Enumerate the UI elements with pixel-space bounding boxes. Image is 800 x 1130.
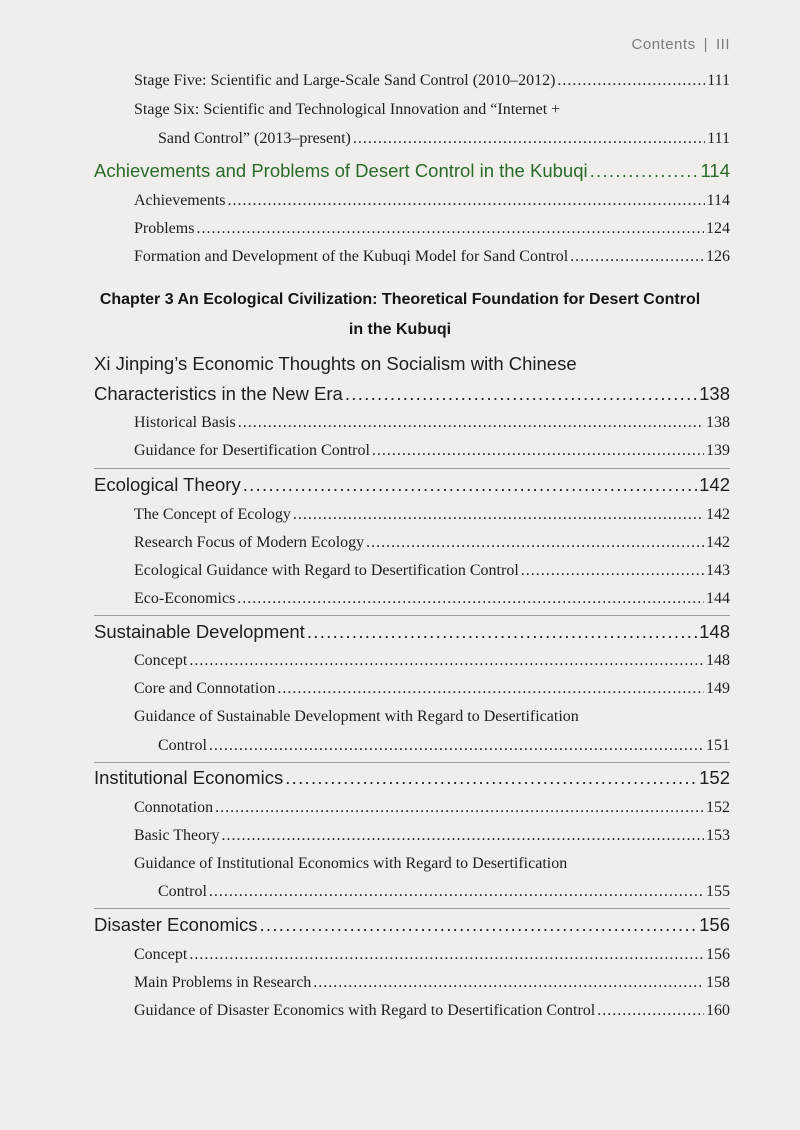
toc-entry-page: 156	[706, 946, 730, 963]
toc-entry-ecological-guidance[interactable]	[134, 562, 730, 580]
divider	[94, 762, 730, 763]
toc-entry-institutional-guidance-line1[interactable]	[134, 855, 730, 873]
toc-entry-page: 111	[707, 72, 730, 89]
toc-entry-page: 138	[706, 414, 730, 431]
toc-entry-core-connotation[interactable]	[134, 680, 730, 698]
leader-dots	[189, 652, 704, 670]
toc-entry-title: The Concept of Ecology	[134, 506, 291, 523]
toc-entry-page: 139	[706, 442, 730, 459]
toc-entry-sustainable-guidance-line2[interactable]	[158, 737, 730, 755]
toc-entry-title: Ecological Guidance with Regard to Desertification Control	[134, 562, 519, 579]
toc-section-title: Ecological Theory	[94, 474, 241, 495]
leader-dots	[372, 442, 704, 460]
toc-entry-institutional-guidance-line2[interactable]	[158, 883, 730, 901]
toc-entry-formation[interactable]	[134, 248, 730, 266]
toc-entry-concept-ecology[interactable]	[134, 506, 730, 524]
toc-entry-title: Concept	[134, 946, 188, 963]
toc-entry-page: 152	[706, 799, 730, 816]
toc-section-page: 152	[699, 767, 730, 788]
toc-entry-title: Core and Connotation	[134, 680, 276, 697]
toc-entry-stage-six-line2[interactable]	[158, 130, 730, 148]
leader-dots	[277, 680, 704, 698]
toc-entry-title: Problems	[134, 220, 195, 237]
running-head-label: Contents	[631, 36, 696, 53]
chapter-3-title-line1: Chapter 3 An Ecological Civilization: Theoretical Foundation for Desert Control	[99, 291, 701, 308]
chapter-3-heading[interactable]	[70, 285, 730, 345]
toc-entry-page: 144	[706, 590, 730, 607]
toc-entry-page: 151	[706, 737, 730, 754]
toc-entry-research-focus[interactable]	[134, 534, 730, 552]
toc-entry-title: Guidance of Disaster Economics with Regard to Desertification Control	[134, 1002, 596, 1019]
toc-entry-page: 153	[706, 827, 730, 844]
toc-entry-page: 160	[706, 1002, 730, 1019]
leader-dots	[196, 220, 704, 238]
leader-dots	[238, 414, 704, 432]
leader-dots	[259, 914, 697, 936]
toc-entry-title: Stage Five: Scientific and Large-Scale Sand Control (2010–2012)	[134, 72, 556, 89]
toc-entry-title: Stage Six: Scientific and Technological Innovation and “Internet +	[134, 101, 561, 118]
toc-section-page: 114	[700, 160, 730, 181]
toc-section-institutional-economics[interactable]	[94, 767, 730, 789]
leader-dots	[313, 974, 704, 992]
toc-entry-page: 142	[706, 534, 730, 551]
toc-entry-title: Eco-Economics	[134, 590, 236, 607]
toc-entry-connotation[interactable]	[134, 799, 730, 817]
toc-entry-stage-six-line1[interactable]	[134, 101, 730, 119]
toc-entry-concept[interactable]	[134, 652, 730, 670]
leader-dots	[243, 474, 697, 496]
toc-entry-title: Guidance for Desertification Control	[134, 442, 370, 459]
toc-entry-main-problems[interactable]	[134, 974, 730, 992]
toc-section-title: Institutional Economics	[94, 767, 284, 788]
toc-entry-title: Research Focus of Modern Ecology	[134, 534, 365, 551]
toc-entry-page: 111	[707, 130, 730, 147]
toc-section-achievements-problems[interactable]	[94, 160, 730, 182]
leader-dots	[228, 192, 705, 210]
leader-dots	[209, 883, 704, 901]
toc-section-xi-line2[interactable]	[94, 383, 730, 405]
toc-entry-problems[interactable]	[134, 220, 730, 238]
toc-entry-title: Formation and Development of the Kubuqi Model for Sand Control	[134, 248, 569, 265]
toc-entry-page: 114	[706, 192, 730, 209]
leader-dots	[353, 130, 705, 148]
toc-entry-page: 124	[706, 220, 730, 237]
leader-dots	[285, 767, 697, 789]
toc-entry-title: Guidance of Sustainable Development with Regard to Desertification	[134, 708, 579, 725]
toc-entry-page: 155	[706, 883, 730, 900]
toc-section-title: Xi Jinping’s Economic Thoughts on Socialism with Chinese	[94, 353, 577, 374]
leader-dots	[237, 590, 704, 608]
toc-section-title: Disaster Economics	[94, 914, 258, 935]
toc-section-sustainable-development[interactable]	[94, 621, 730, 643]
toc-section-page: 156	[699, 914, 730, 935]
running-head	[632, 36, 730, 53]
toc-entry-page: 142	[706, 506, 730, 523]
toc-section-ecological-theory[interactable]	[94, 474, 730, 496]
toc-entry-disaster-guidance[interactable]	[134, 1002, 730, 1020]
toc-entry-achievements[interactable]	[134, 192, 730, 210]
toc-section-page: 148	[699, 621, 730, 642]
toc-entry-page: 148	[706, 652, 730, 669]
toc-section-title: Characteristics in the New Era	[94, 383, 343, 404]
toc-entry-title: Sand Control” (2013–present)	[158, 130, 351, 147]
leader-dots	[345, 383, 697, 405]
toc-entry-guidance-desertification[interactable]	[134, 442, 730, 460]
leader-dots	[366, 534, 704, 552]
toc-entry-historical-basis[interactable]	[134, 414, 730, 432]
divider	[94, 908, 730, 909]
toc-entry-title: Concept	[134, 652, 188, 669]
toc-section-title: Sustainable Development	[94, 621, 305, 642]
toc-entry-title: Control	[158, 737, 207, 754]
leader-dots	[189, 946, 704, 964]
toc-section-disaster-economics[interactable]	[94, 914, 730, 936]
toc-entry-eco-economics[interactable]	[134, 590, 730, 608]
toc-entry-title: Connotation	[134, 799, 214, 816]
toc-entry-title: Main Problems in Research	[134, 974, 312, 991]
toc-section-xi-line1[interactable]	[94, 353, 730, 375]
leader-dots	[590, 160, 699, 182]
leader-dots	[215, 799, 704, 817]
leader-dots	[307, 621, 697, 643]
leader-dots	[209, 737, 704, 755]
toc-entry-page: 143	[706, 562, 730, 579]
toc-section-page: 142	[699, 474, 730, 495]
toc-entry-sustainable-guidance-line1[interactable]	[134, 708, 730, 726]
toc-entry-title: Basic Theory	[134, 827, 220, 844]
running-head-page: III	[715, 36, 730, 53]
toc-entry-basic-theory[interactable]	[134, 827, 730, 845]
leader-dots	[570, 248, 704, 266]
leader-dots	[597, 1002, 704, 1020]
leader-dots	[221, 827, 704, 845]
leader-dots	[557, 72, 705, 90]
toc-entry-stage-five[interactable]	[134, 72, 730, 90]
toc-entry-page: 126	[706, 248, 730, 265]
divider	[94, 468, 730, 469]
toc-entry-page: 158	[706, 974, 730, 991]
toc-entry-disaster-concept[interactable]	[134, 946, 730, 964]
leader-dots	[293, 506, 704, 524]
toc-entry-title: Guidance of Institutional Economics with Regard to Desertification	[134, 855, 568, 872]
toc-section-title: Achievements and Problems of Desert Control in the Kubuqi	[94, 160, 588, 181]
toc-entry-title: Achievements	[134, 192, 226, 209]
toc-entry-title: Historical Basis	[134, 414, 236, 431]
chapter-3-title-line2: in the Kubuqi	[348, 321, 452, 338]
leader-dots	[521, 562, 704, 580]
toc-entry-page: 149	[706, 680, 730, 697]
toc-section-page: 138	[699, 383, 730, 404]
divider	[94, 615, 730, 616]
toc-entry-title: Control	[158, 883, 207, 900]
running-head-separator: |	[703, 36, 708, 53]
